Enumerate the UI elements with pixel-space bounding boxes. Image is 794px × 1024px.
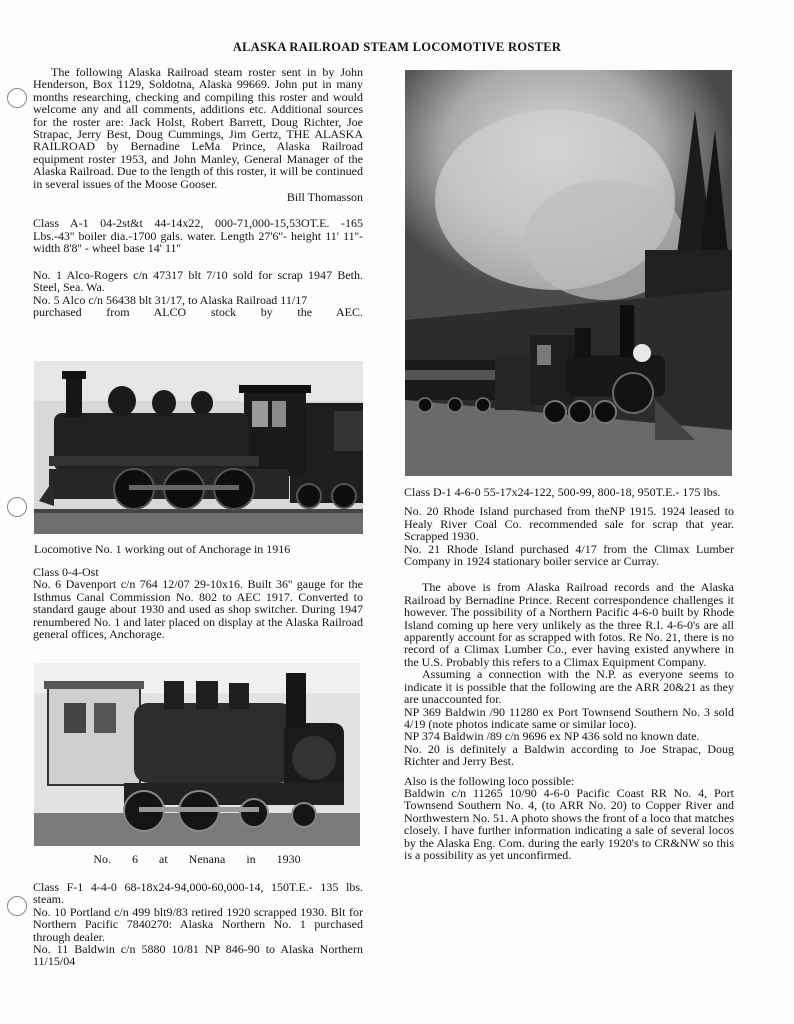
photo-locomotive-no6 [34, 663, 360, 846]
entry-no10: No. 10 Portland c/n 499 blt9/83 retired 1920 scrapped 1930. Blt for Northern Pacific 7840270: Alaska Northern No. 1 purchased through dealer. [33, 904, 363, 944]
binder-hole-bottom [7, 896, 27, 916]
entry-np369: NP 369 Baldwin /90 11280 ex Port Townsend Southern No. 3 sold 4/19 (note photos indicate same or similar loco). [404, 704, 734, 731]
intro-paragraph: The following Alaska Railroad steam roster sent in by John Henderson, Box 1129, Soldotna, Alaska 99669. John put in many months researching, checking and compiling this roster and would welcome any and all comments, additions etc. Additional sources for the roster are: Jack Holst, Robert Barrett, Doug Richter, Joe Strapac, Jerry Best, Doug Cummings, Jim Gertz, THE ALASKA RAILROAD by Bernadine LeMa Prince, Alaska Railroad equipment roster 1953, and John Manley, General Manager of the Alaska Railroad. Due to the length of this roster, it will be continued in several issues of the Moose Gooser. [33, 65, 363, 191]
entry-no20: No. 20 Rhode Island purchased from theNP 1915. 1924 leased to Healy River Coal Co. recommended sale for scrap that year. Scrapped 1930. [404, 504, 734, 544]
entry-no5-continued: purchased from ALCO stock by the AEC. [33, 304, 363, 319]
entry-no11: No. 11 Baldwin c/n 5880 10/81 NP 846-90 to Alaska Northern 11/15/04 [33, 942, 363, 969]
photo1-caption: Locomotive No. 1 working out of Anchorage in 1916 [34, 542, 291, 556]
photo-locomotive-no1 [34, 361, 363, 534]
photo2-caption: No. 6 at Nenana in 1930 [93, 852, 301, 866]
left-column-bottom [33, 881, 363, 968]
left-column-top [33, 66, 363, 318]
class-a1-spec: Class A-1 04-2st&t 44-14x22, 000-71,000-15,53OT.E. -165 Lbs.-43'' boiler dia.-1700 gals. water. Length 27'6''- height 11' 11''- width 8'8'' - wheel base 14' 11'' [33, 216, 363, 256]
entry-baldwin-11265: Baldwin c/n 11265 10/90 4-6-0 Pacific Coast RR No. 4, Port Townsend Southern No. 4, (to ARR No. 20) to Copper River and Northwestern No. 51. A photo shows the front of a loco that matches closely. I have further information indicating a sale of several locos by the Alaska Eng. Com. during the early 1920's to CR&NW so this is a possibility as yet unconfirmed. [404, 785, 734, 862]
class-f1-spec: Class F-1 4-4-0 68-18x24-94,000-60,000-14, 150T.E.- 135 lbs. steam. [33, 880, 363, 907]
binder-hole-middle [7, 497, 27, 517]
binder-hole-top [7, 88, 27, 108]
class-04-heading: Class 0-4-Ost [33, 565, 99, 579]
left-column-middle [33, 566, 363, 640]
signature: Bill Thomasson [286, 190, 363, 205]
entry-no1: No. 1 Alco-Rogers c/n 47317 blt 7/10 sold for scrap 1947 Beth. Steel, Sea. Wa. [33, 267, 363, 295]
photo-locomotive-class-d1 [405, 70, 732, 476]
right-column [404, 486, 734, 861]
also-heading: Also is the following loco possible: [404, 773, 575, 788]
entry-no21: No. 21 Rhode Island purchased 4/17 from the Climax Lumber Company in 1924 stationary boiler service ar Curray. [404, 541, 734, 569]
paragraph-assuming: Assuming a connection with the N.P. as everyone seems to indicate it is possible that the following are the ARR 20&21 as they are unaccounted for. [404, 667, 734, 707]
entry-no5: No. 5 Alco c/n 56438 blt 31/17, to Alaska Railroad 11/17 [33, 292, 308, 307]
entry-no20-baldwin: No. 20 is definitely a Baldwin according to Joe Strapac, Doug Richter and Jerry Best. [404, 741, 734, 769]
class-d1-spec: Class D-1 4-6-0 55-17x24-122, 500-99, 800-18, 950T.E.- 175 lbs. [404, 485, 721, 499]
entry-np374: NP 374 Baldwin /89 c/n 9696 ex NP 436 sold no known date. [404, 729, 700, 744]
paragraph-records: The above is from Alaska Railroad records and the Alaska Railroad by Bernadine Prince. Recent correspondence challenges it however. The possibility of a Northern Pacific 4-6-0 built by Rhode Island coming up here very unlikely as the three R.I. 4-6-0's are all apparently account for as scrapped with fotos. Re No. 21, there is no record of a Climax Lumber Co., ever having existed anywhere in the U.S. Probably this refers to a Climax Equipment Company. [404, 580, 734, 669]
page-title: ALASKA RAILROAD STEAM LOCOMOTIVE ROSTER [232, 40, 562, 54]
entry-no6: No. 6 Davenport c/n 764 12/07 29-10x16. Built 36'' gauge for the Isthmus Canal Commission No. 802 to AEC 1917. Converted to standard gauge about 1930 and used as shop switcher. During 1947 renumbered No. 1 and later placed on display at the Alaska Railroad general offices, Anchorage. [33, 577, 363, 642]
